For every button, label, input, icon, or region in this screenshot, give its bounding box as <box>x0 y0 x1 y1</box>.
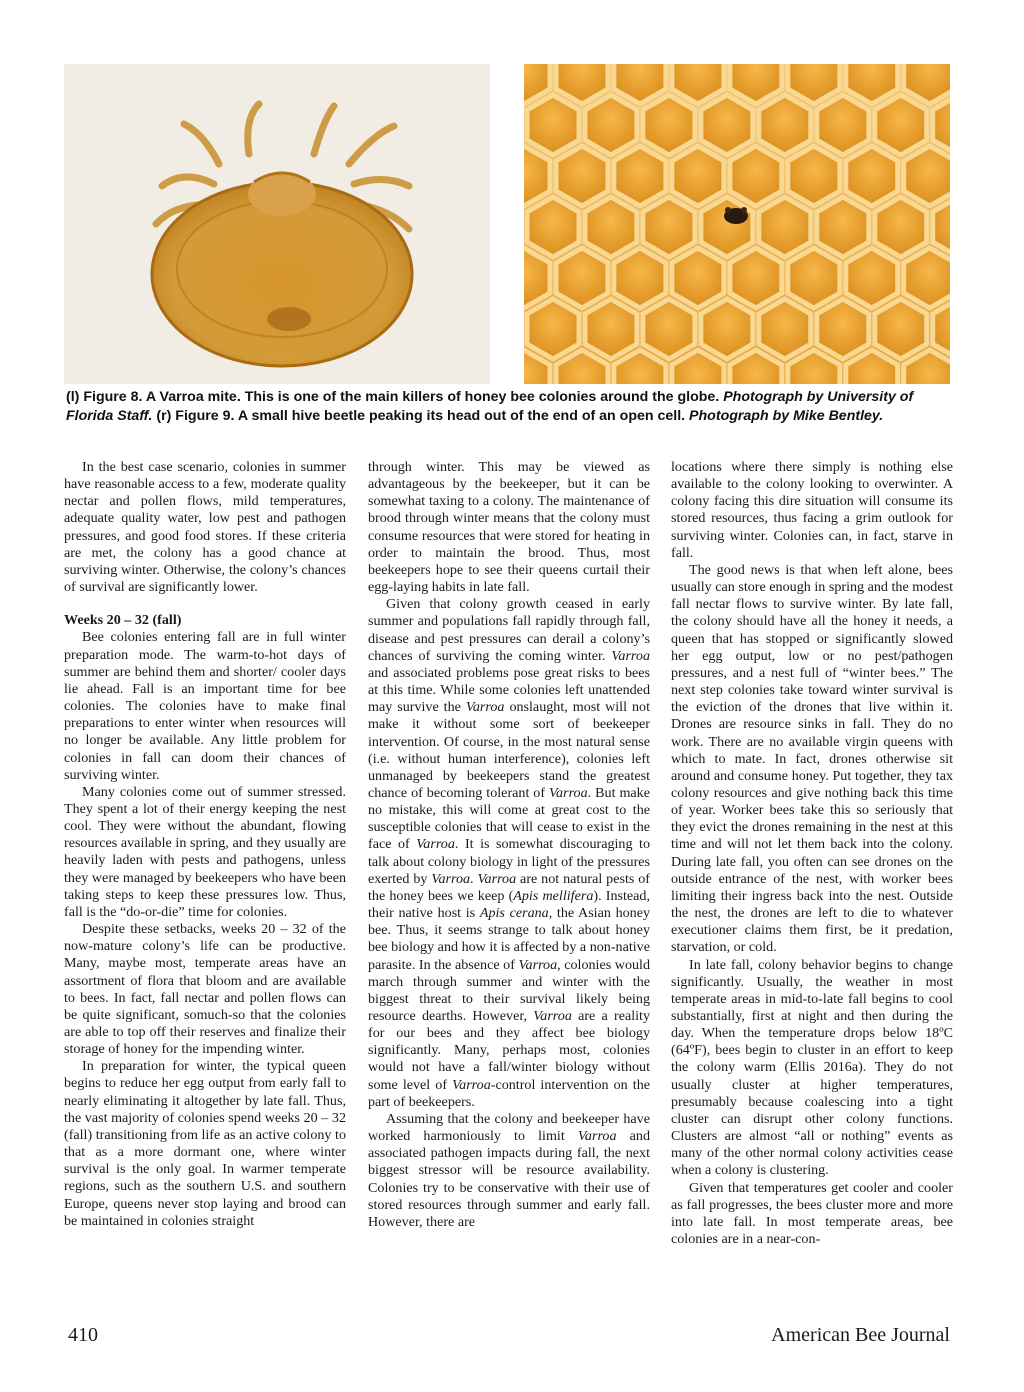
beetle-icon <box>724 207 748 224</box>
honeycomb-cell <box>817 299 869 359</box>
paragraph: In late fall, colony behavior begins to change significantly. Usually, the weather in most temperate areas in mid-to-late fall begins to cool substantially, first at night and then during the day. When the temperature drops below 18ºC (64ºF), bees begin to cluster in an effort to keep the colony warm (Ellis 2016a). They do not usually cluster at higher temperatures, presumably because coalescing into a tight cluster can disrupt other colony functions. Clusters are almost “all or nothing” events as many of the other normal colony activities cease when a colony is clustering. <box>671 956 953 1179</box>
text-column-2 <box>368 459 650 1231</box>
honeycomb-cell <box>875 299 927 359</box>
page-number: 410 <box>68 1324 98 1346</box>
honeycomb-cell <box>846 248 898 308</box>
honeycomb-cell <box>904 248 950 308</box>
section-heading: Weeks 20 – 32 (fall) <box>64 612 182 629</box>
paragraph: Despite these setbacks, weeks 20 – 32 of the now-mature colony’s life can be productive. Many, maybe most, temperate areas have an assortment of flora that bloom and are available to bees. In fact, fall nectar and pollen flows can be quite significant, somuch-so that the colonies are able to top off their reserves and finalize their storage of honey for the impending winter. <box>64 921 346 1058</box>
text-column-3 <box>671 459 953 1248</box>
paragraph: The good news is that when left alone, bees usually can store enough in spring and the modest fall nectar flows to survive winter. By late fall, the colony should have all the honey it needs, a queen that has stopped or significantly slowed her egg output, low or no pest/pathogen pressures, and a nest full of “winter bees.” The next step colonies take toward winter survival is the eviction of the drones that live within it. Drones are resource sinks in fall. They do no work. There are no available virgin queens with which to mate. In fact, drones otherwise sit around and consume honey. Put together, they tax colony resources and give nothing back this time of year. Worker bees take this so seriously that they evict the drones remaining in the nest at this time and will not let them back into the colony. During late fall, you often can see drones on the outside entrance of the nest, with worker bees limiting their ingress back into the nest. Outside the nest, the drones are left to die to whatever executioner claims them first, be it predation, starvation, or cold. <box>671 561 953 956</box>
paragraph: Bee colonies entering fall are in full winter preparation mode. The warm-to-hot days of summer are behind them and shorter/ cooler days lie ahead. Fall is an important time for bee colonies. The colonies have to make final preparations to enter winter when resources will no longer be available. Any little problem for colonies in fall can doom their chances of surviving winter. <box>64 629 346 783</box>
honeycomb-cell <box>701 95 753 155</box>
honeycomb-beetle-photo <box>524 64 950 384</box>
honeycomb-cell <box>875 197 927 257</box>
honeycomb-cell <box>527 95 579 155</box>
honeycomb-cell <box>672 248 724 308</box>
honeycomb-cell <box>759 197 811 257</box>
honeycomb-cell <box>846 146 898 206</box>
paragraph: locations where there simply is nothing else available to the colony looking to overwinter. A colony facing this dire situation will consume its stored resources, thus facing a grim outlook for surviving winter. Colonies can, in fact, starve in fall. <box>671 459 953 561</box>
honeycomb-cell <box>556 146 608 206</box>
honeycomb-cell <box>672 146 724 206</box>
honeycomb-cell <box>788 248 840 308</box>
honeycomb-cell <box>904 146 950 206</box>
honeycomb-cell <box>643 197 695 257</box>
journal-name: American Bee Journal <box>771 1324 950 1346</box>
figure-caption: (l) Figure 8. A Varroa mite. This is one of the main killers of honey bee colonies around the globe. Photograph by University of Florida Staff. (r) Figure 9. A small hive beetle peaking its head out of the end of an open cell. Photograph by Mike Bentley. <box>66 389 914 424</box>
paragraph: Given that temperatures get cooler and cooler as fall progresses, the bees cluster more and more into late fall. In most temperate areas, bee colonies are in a near-con- <box>671 1179 953 1248</box>
honeycomb-cell <box>730 146 782 206</box>
paragraph: Assuming that the colony and beekeeper have worked harmoniously to limit Varroa and associated pathogen impacts during fall, the next biggest stressor will be resource availability. Colonies try to be conservative with their use of stored resources through summer and early fall. However, there are <box>368 1110 650 1230</box>
text-column-1 <box>64 459 346 1230</box>
honeycomb-cell <box>614 146 666 206</box>
paragraph: In the best case scenario, colonies in summer have reasonable access to a few, moderate quality nectar and pollen flows, mild temperatures, adequate quality water, low pest and pathogen pressures, and good food stores. If these criteria are met, the colony has a good chance at surviving winter. Otherwise, the colony’s chances of survival are significantly lower. <box>64 459 346 596</box>
honeycomb-cell <box>759 95 811 155</box>
honeycomb-cell <box>875 95 927 155</box>
honeycomb-cell <box>527 197 579 257</box>
honeycomb-cell <box>817 197 869 257</box>
honeycomb-cell <box>527 299 579 359</box>
honeycomb-cell <box>788 146 840 206</box>
paragraph: Many colonies come out of summer stressed. They spent a lot of their energy keeping the nest cool. They were without the abundant, flowing resources available in spring, and they usually are heavily laden with pests and pathogens, unless they were managed by beekeepers who have been taking steps to keep these pressures low. Thus, fall is the “do-or-die” time for colonies. <box>64 783 346 920</box>
varroa-mite-photo <box>64 64 490 384</box>
honeycomb-cell <box>585 95 637 155</box>
honeycomb-cell <box>556 248 608 308</box>
honeycomb-cell <box>730 248 782 308</box>
honeycomb-cell <box>585 299 637 359</box>
honeycomb-cell <box>701 197 753 257</box>
honeycomb-cell <box>643 299 695 359</box>
paragraph: In preparation for winter, the typical queen begins to reduce her egg output from early fall to nearly eliminating it altogether by late fall. Thus, the vast majority of colonies spend weeks 20 – 32 (fall) transitioning from life as an active colony to that as a more dormant one, where winter survival is the only goal. In warmer temperate regions, such as the southern U.S. and southern Europe, queens never stop laying and brood can be maintained in colonies straight <box>64 1058 346 1229</box>
paragraph: through winter. This may be viewed as advantageous by the beekeeper, but it can be somewhat taxing to a colony. The maintenance of brood through winter means that the colony must consume resources that were stored for heating in order to maintain the brood. Thus, most beekeepers hope to see their queens curtail their egg-laying habits in late fall. <box>368 459 650 596</box>
honeycomb-cell <box>759 299 811 359</box>
honeycomb-cell <box>585 197 637 257</box>
honeycomb-cell <box>701 299 753 359</box>
honeycomb-cell <box>643 95 695 155</box>
honeycomb-cell <box>817 95 869 155</box>
paragraph: Given that colony growth ceased in early summer and populations fall rapidly through fall, disease and pest pressures can derail a colony’s chances of surviving the coming winter. Varroa and associated problems pose great risks to bees at this time. While some colonies left unattended may survive the Varroa onslaught, most will not make it without some sort of beekeeper intervention. Of course, in the most natural sense (i.e. without human interference), colonies left unmanaged by beekeepers stand the greatest chance of becoming tolerant of Varroa. But make no mistake, this will come at great cost to the susceptible colonies that will cease to exist in the face of Varroa. It is somewhat discouraging to talk about colony biology in light of the pressures exerted by Varroa. Varroa are not natural pests of the honey bees we keep (Apis mellifera). Instead, their native host is Apis cerana, the Asian honey bee. Thus, it seems strange to talk about honey bee biology and how it is affected by a non-native parasite. In the absence of Varroa, colonies would march through summer and winter with the biggest threat to their survival likely being resource dearths. However, Varroa are a reality for our bees and they affect bee biology significantly. Many, perhaps most, colonies would not have a fall/winter biology without some level of Varroa-control intervention on the part of beekeepers. <box>368 596 651 1110</box>
honeycomb-cell <box>614 248 666 308</box>
